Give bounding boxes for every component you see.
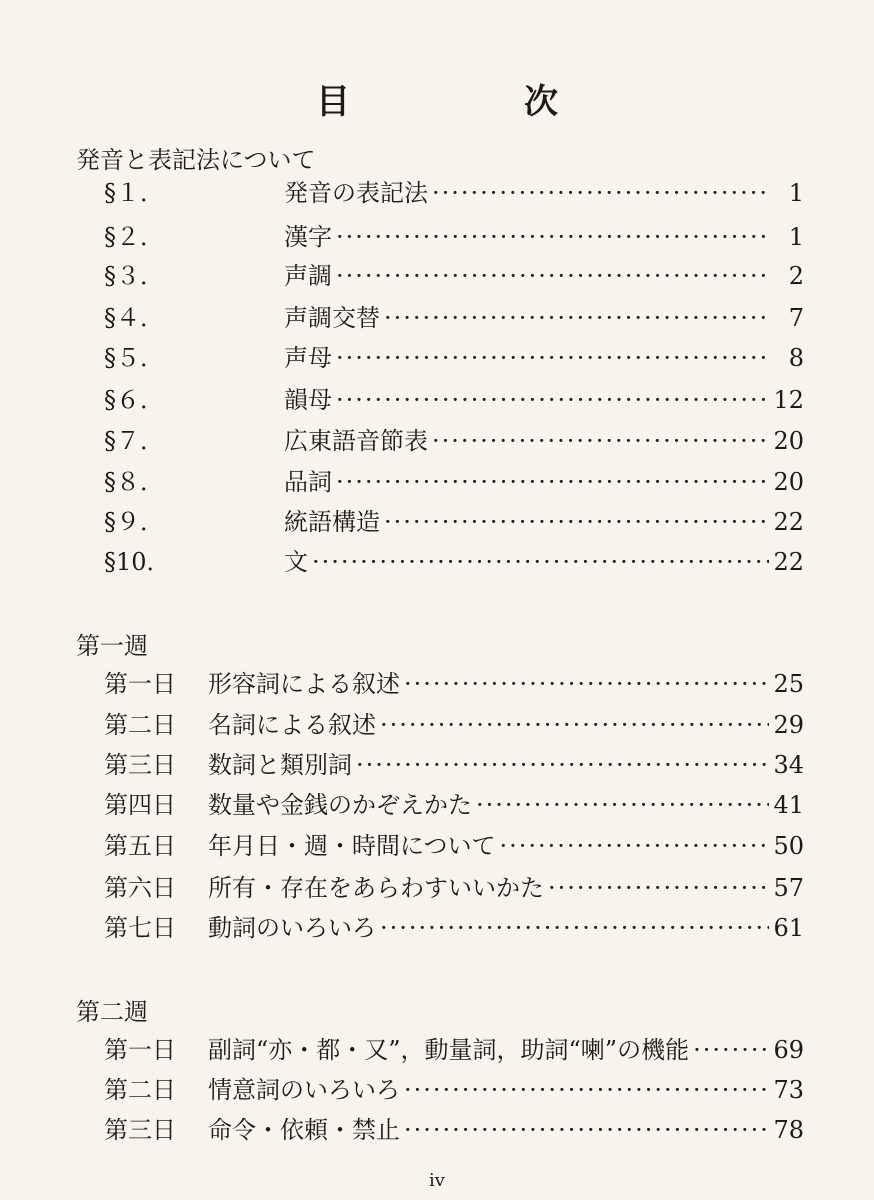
entry-label: 副詞“亦・都・又”，動量詞，助詞“喇”の機能 [208, 1036, 690, 1064]
entry-label: 声母 [284, 344, 332, 372]
entry-page: 8 [788, 344, 804, 372]
toc-entry[interactable] [104, 256, 804, 294]
entry-number: 第五日 [104, 832, 176, 860]
toc-entry[interactable] [104, 1030, 804, 1068]
dot-leader [404, 670, 769, 698]
dot-leader [404, 1076, 769, 1104]
entry-label: 文 [284, 548, 308, 576]
entry-page: 22 [773, 548, 804, 576]
dot-leader [432, 179, 770, 207]
toc-entry[interactable] [104, 908, 804, 946]
dot-leader [384, 304, 770, 332]
section-heading-week-2: 第二週 [76, 998, 148, 1026]
dot-leader [500, 832, 770, 860]
entry-number: §８． [104, 468, 164, 496]
entry-page: 29 [773, 711, 804, 739]
toc-entry[interactable] [104, 785, 804, 823]
entry-number: §７． [104, 427, 164, 455]
entry-number: §５． [104, 344, 164, 372]
entry-number: 第一日 [104, 670, 176, 698]
entry-label: 広東語音節表 [284, 427, 428, 455]
entry-label: 数量や金銭のかぞえかた [208, 791, 472, 819]
dot-leader [693, 1036, 769, 1064]
entry-page: 78 [773, 1116, 804, 1144]
entry-label: 発音の表記法 [284, 179, 428, 207]
entry-label: 品詞 [284, 468, 332, 496]
entry-label: 名詞による叙述 [208, 711, 376, 739]
dot-leader [384, 508, 769, 536]
toc-entry[interactable] [104, 298, 804, 336]
entry-number: §４． [104, 304, 164, 332]
entry-page: 61 [773, 914, 804, 942]
entry-page: 1 [788, 223, 804, 251]
entry-number: §３． [104, 262, 164, 290]
toc-entry[interactable] [104, 462, 804, 500]
toc-entry[interactable] [104, 745, 804, 783]
entry-page: 20 [773, 427, 804, 455]
entry-number: 第一日 [104, 1036, 176, 1064]
entry-number: 第四日 [104, 791, 176, 819]
toc-entry[interactable] [104, 705, 804, 743]
entry-label: 数詞と類別詞 [208, 751, 352, 779]
entry-label: 命令・依頼・禁止 [208, 1116, 400, 1144]
entry-number: 第三日 [104, 1116, 176, 1144]
entry-number: §９． [104, 508, 164, 536]
entry-page: 57 [773, 874, 804, 902]
dot-leader [336, 386, 769, 414]
toc-entry[interactable] [104, 502, 804, 540]
entry-label: 統語構造 [284, 508, 380, 536]
entry-label: 形容詞による叙述 [208, 670, 400, 698]
entry-page: 34 [773, 751, 804, 779]
entry-number: §２． [104, 223, 164, 251]
entry-number: §６． [104, 386, 164, 414]
dot-leader [336, 468, 769, 496]
dot-leader [548, 874, 769, 902]
entry-number: 第二日 [104, 1076, 176, 1104]
toc-entry[interactable] [104, 380, 804, 418]
entry-label: 声調交替 [284, 304, 380, 332]
toc-entry[interactable] [104, 217, 804, 255]
toc-entry[interactable] [104, 542, 804, 580]
entry-page: 25 [773, 670, 804, 698]
entry-page: 73 [773, 1076, 804, 1104]
dot-leader [476, 791, 769, 819]
dot-leader [336, 344, 770, 372]
toc-entry[interactable] [104, 1110, 804, 1148]
entry-label: 所有・存在をあらわすいいかた [208, 874, 544, 902]
section-heading-pronunciation: 発音と表記法について [76, 146, 316, 174]
entry-page: 12 [773, 386, 804, 414]
entry-page: 1 [788, 179, 804, 207]
entry-label: 動詞のいろいろ [208, 914, 376, 942]
entry-label: 年月日・週・時間について [208, 832, 496, 860]
dot-leader [312, 548, 769, 576]
entry-number: §10． [104, 548, 171, 576]
toc-entry[interactable] [104, 421, 804, 459]
entry-page: 50 [773, 832, 804, 860]
entry-page: 20 [773, 468, 804, 496]
toc-entry[interactable] [104, 173, 804, 211]
page-title: 目 次 [316, 82, 628, 122]
toc-entry[interactable] [104, 868, 804, 906]
toc-entry[interactable] [104, 664, 804, 702]
dot-leader [404, 1116, 769, 1144]
page-number-footer: iv [429, 1170, 445, 1191]
entry-label: 情意詞のいろいろ [208, 1076, 400, 1104]
entry-page: 69 [773, 1036, 804, 1064]
entry-number: §１． [104, 179, 164, 207]
dot-leader [380, 914, 769, 942]
entry-number: 第六日 [104, 874, 176, 902]
entry-number: 第三日 [104, 751, 176, 779]
toc-entry[interactable] [104, 826, 804, 864]
entry-number: 第二日 [104, 711, 176, 739]
section-heading-week-1: 第一週 [76, 632, 148, 660]
entry-number: 第七日 [104, 914, 176, 942]
toc-entry[interactable] [104, 1070, 804, 1108]
dot-leader [432, 427, 769, 455]
dot-leader [356, 751, 769, 779]
entry-page: 41 [773, 791, 804, 819]
entry-label: 声調 [284, 262, 332, 290]
entry-label: 韻母 [284, 386, 332, 414]
dot-leader [380, 711, 769, 739]
entry-label: 漢字 [284, 223, 332, 251]
entry-page: 22 [773, 508, 804, 536]
dot-leader [336, 262, 770, 290]
dot-leader [336, 223, 770, 251]
entry-page: 2 [788, 262, 804, 290]
entry-page: 7 [788, 304, 804, 332]
toc-entry[interactable] [104, 338, 804, 376]
